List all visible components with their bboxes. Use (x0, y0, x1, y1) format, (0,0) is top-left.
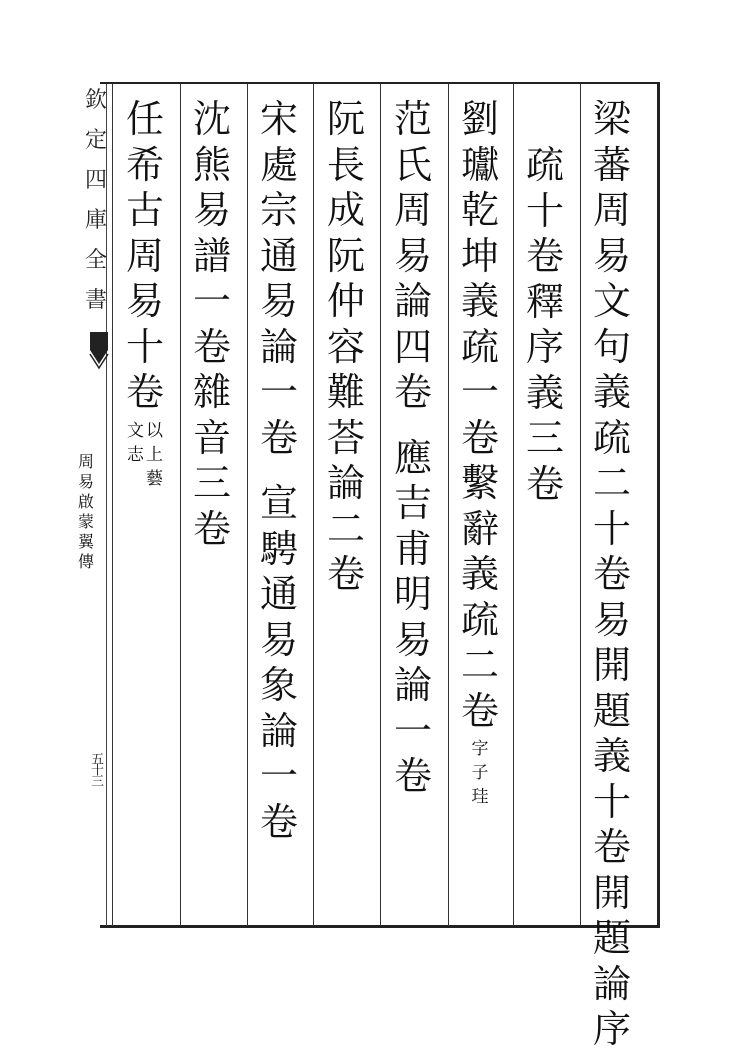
glyph: 仲 (326, 279, 365, 323)
glyph: 熊 (192, 142, 231, 187)
title-char: 蒙 (78, 512, 95, 531)
text-column (257, 96, 301, 844)
glyph: 卷 (525, 461, 564, 506)
glyph: 卷 (460, 415, 499, 460)
annotation-note (127, 419, 163, 491)
glyph: 疏 (592, 415, 631, 460)
annotation-note (472, 737, 489, 809)
text-column (458, 96, 502, 809)
glyph: 宣 (259, 481, 298, 525)
glyph: 沈 (192, 97, 231, 141)
glyph: 二 (326, 506, 365, 551)
glyph: 劉 (460, 97, 499, 141)
glyph: 論 (259, 324, 298, 369)
text-column (324, 96, 368, 597)
glyph: 雜 (192, 370, 231, 414)
glyph: 卷 (592, 825, 631, 869)
column-rule (580, 84, 581, 926)
title-char: 易 (78, 472, 95, 491)
glyph: 易 (393, 617, 432, 662)
edge-char: 四 (85, 168, 108, 193)
glyph: 二 (460, 643, 499, 687)
column-rule (513, 84, 514, 926)
column-text (391, 435, 435, 799)
glyph: 象 (259, 663, 298, 707)
glyph: 通 (259, 572, 298, 616)
glyph: 卷 (259, 415, 298, 460)
glyph: 卷 (393, 754, 432, 798)
edge-char: 庫 (85, 208, 108, 233)
glyph: 一 (192, 279, 231, 323)
glyph: 通 (259, 233, 298, 278)
glyph: 乾 (460, 188, 499, 232)
glyph: 義 (460, 279, 499, 323)
glyph: 十 (525, 188, 564, 233)
glyph: 疏 (460, 597, 499, 642)
glyph: 論 (393, 663, 432, 707)
column-rule (313, 84, 314, 926)
glyph: 三 (192, 461, 231, 505)
glyph: 十 (592, 506, 631, 551)
glyph: 宋 (259, 97, 298, 141)
column-text (257, 96, 301, 460)
book-title (78, 452, 94, 572)
column-text (123, 96, 167, 415)
column-text (523, 142, 567, 506)
note-line: 文 志 (127, 420, 144, 465)
column-text (257, 480, 301, 844)
glyph: 吉 (393, 481, 432, 525)
glyph: 繫 (460, 461, 499, 505)
column-rule (180, 84, 181, 926)
glyph: 卷 (259, 799, 298, 844)
glyph: 易 (259, 279, 298, 323)
note-line: 字 子 珪 (471, 739, 489, 807)
glyph: 卷 (326, 552, 365, 596)
glyph: 成 (326, 188, 365, 232)
glyph: 卷 (460, 688, 499, 733)
glyph: 希 (125, 142, 164, 187)
glyph: 宗 (259, 188, 298, 232)
glyph: 騁 (259, 526, 298, 571)
glyph: 容 (326, 324, 365, 369)
glyph: 周 (125, 233, 164, 278)
column-text (190, 96, 234, 551)
fish-tail-icon (88, 330, 110, 370)
glyph: 范 (393, 97, 432, 141)
glyph: 文 (592, 279, 631, 323)
glyph: 荅 (326, 415, 365, 460)
glyph: 十 (125, 324, 164, 369)
edge-text (85, 84, 108, 324)
glyph: 序 (525, 325, 564, 369)
glyph: 處 (259, 142, 298, 187)
glyph: 瓛 (460, 142, 499, 187)
column-rule (380, 84, 381, 926)
glyph: 卷 (592, 552, 631, 596)
glyph: 卷 (192, 324, 231, 369)
glyph: 一 (460, 370, 499, 414)
glyph: 難 (326, 370, 365, 414)
glyph: 句 (592, 324, 631, 369)
glyph: 阮 (326, 233, 365, 278)
glyph: 辭 (460, 506, 499, 551)
glyph: 周 (592, 188, 631, 232)
title-char: 啟 (78, 492, 95, 511)
edge-char: 欽 (85, 88, 108, 113)
glyph: 義 (592, 734, 631, 778)
edge-char: 全 (85, 248, 108, 273)
glyph: 一 (259, 754, 298, 798)
column-rule (112, 84, 113, 926)
glyph: 古 (125, 188, 164, 232)
glyph: 長 (326, 142, 365, 187)
glyph: 疏 (460, 324, 499, 369)
note-line: 以 上 藝 (146, 420, 163, 489)
glyph: 卷 (393, 370, 432, 414)
glyph: 論 (393, 279, 432, 323)
glyph: 卷 (125, 370, 164, 414)
column-text (391, 96, 435, 415)
glyph: 易 (393, 233, 432, 278)
glyph: 序 (592, 1007, 631, 1051)
glyph: 甫 (393, 526, 432, 571)
glyph: 譜 (192, 233, 231, 278)
text-column (523, 142, 567, 506)
glyph: 三 (525, 416, 564, 460)
glyph: 四 (393, 324, 432, 369)
glyph: 易 (592, 233, 631, 278)
glyph: 一 (393, 708, 432, 753)
edge-char: 書 (85, 288, 108, 313)
edge-char: 定 (85, 128, 108, 153)
glyph: 易 (259, 617, 298, 662)
glyph: 梁 (592, 97, 631, 141)
glyph: 一 (259, 370, 298, 414)
title-char: 周 (78, 452, 95, 471)
glyph: 開 (592, 870, 631, 915)
glyph: 題 (592, 688, 631, 733)
glyph: 阮 (326, 97, 365, 141)
glyph: 坤 (460, 233, 499, 278)
glyph: 疏 (525, 143, 564, 187)
glyph: 音 (192, 415, 231, 460)
glyph: 論 (259, 708, 298, 753)
glyph: 開 (592, 643, 631, 687)
text-column (590, 96, 634, 1052)
glyph: 周 (393, 188, 432, 232)
glyph: 題 (592, 916, 631, 960)
column-rule (247, 84, 248, 926)
column-text (458, 96, 502, 733)
glyph: 卷 (525, 234, 564, 278)
glyph: 易 (592, 597, 631, 642)
glyph: 論 (592, 961, 631, 1006)
glyph: 釋 (525, 279, 564, 324)
glyph: 二 (592, 461, 631, 505)
glyph: 蕃 (592, 142, 631, 187)
text-column (190, 96, 234, 551)
glyph: 任 (125, 97, 164, 141)
column-text (590, 96, 634, 1052)
glyph: 易 (125, 279, 164, 323)
page-number: 五十三 (88, 752, 103, 785)
glyph: 氏 (393, 142, 432, 187)
column-rule (448, 84, 449, 926)
column-text (324, 96, 368, 597)
glyph: 義 (460, 552, 499, 596)
glyph: 義 (525, 370, 564, 415)
title-char: 翼 (78, 532, 95, 551)
glyph: 十 (592, 779, 631, 824)
glyph: 應 (393, 435, 432, 480)
glyph: 易 (192, 188, 231, 232)
title-char: 傳 (78, 552, 95, 571)
glyph: 明 (393, 572, 432, 616)
glyph: 卷 (192, 506, 231, 551)
glyph: 義 (592, 370, 631, 414)
text-column (123, 96, 167, 491)
glyph: 論 (326, 461, 365, 505)
text-column (391, 96, 435, 799)
